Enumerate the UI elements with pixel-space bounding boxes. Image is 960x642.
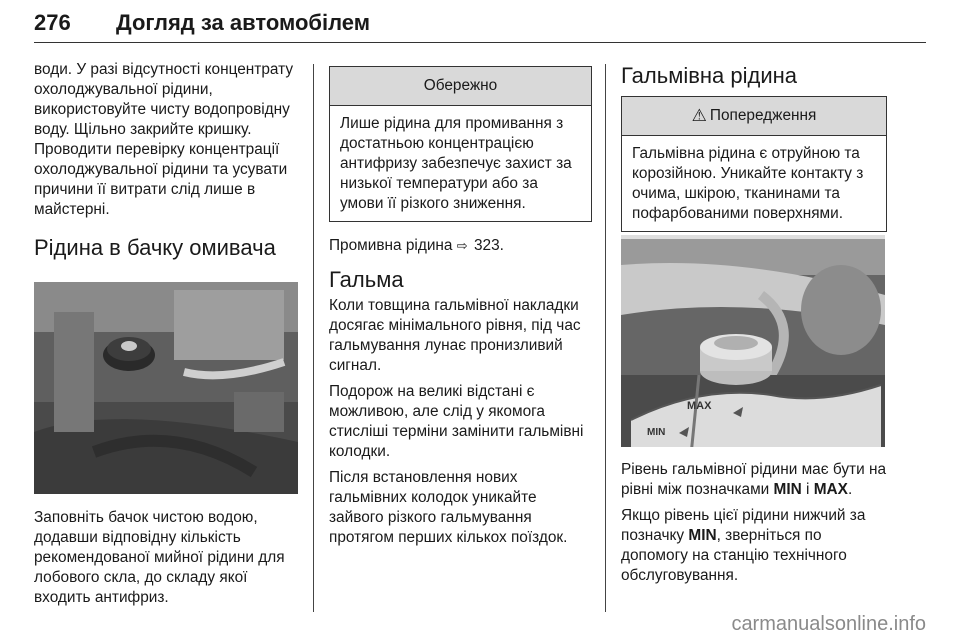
brake-level-paragraph (621, 460, 889, 500)
watermark: carmanualsonline.info (731, 613, 926, 635)
washer-heading: Рідина в бачку омивача (34, 235, 276, 260)
washer-fluid-ref-text: Промивна рідина (329, 237, 453, 254)
brake-fluid-text (621, 460, 889, 592)
column-divider-1 (313, 64, 314, 612)
warning-title: Попередження (709, 107, 817, 124)
washer-fluid-reference (329, 236, 592, 256)
column-left (34, 60, 302, 262)
washer-fluid-ref-page[interactable]: 323. (473, 237, 504, 254)
brakes-paragraph-2: Подорож на великі відстані є можливою, але слід у якомога стисліші терміни замінити гальмівні колодки. (329, 383, 584, 460)
column-right (621, 62, 887, 232)
brake-service-paragraph (621, 506, 889, 586)
and-word: і (806, 481, 810, 498)
max-label: MAX (813, 481, 848, 498)
min-label: MIN (773, 481, 802, 498)
column-middle (329, 66, 592, 554)
min-mark-label: MIN (647, 427, 666, 438)
brakes-paragraph-3: Після встановлення нових гальмівних колодок уникайте зайвого різкого гальмування протягом перших кількох поїздок. (329, 469, 568, 546)
washer-reservoir-photo (34, 282, 298, 494)
caution-title: Обережно (330, 67, 591, 106)
brake-service-text-1: Якщо рівень цієї рідини нижчий за позначку (621, 507, 866, 544)
sentence-end: . (847, 481, 853, 498)
max-mark-label: MAX (687, 400, 712, 412)
caution-text: Лише рідина для промивання з достатньою концентрацією антифризу забезпечує захист за низької температури або за умови її різкого зниження. (340, 115, 572, 212)
washer-caption: Заповніть бачок чистою водою, додавши відповідну кількість рекомендованої мийної рідини для лобового скла, до складу якої входить антифриз. (34, 509, 285, 606)
page-header (34, 6, 926, 46)
brakes-paragraph-1: Коли товщина гальмівної накладки досягає мінімального рівня, під час гальмування лунає пронизливий сигнал. (329, 297, 581, 374)
brake-level-text: Рівень гальмівної рідини має бути на рівні між позначками (621, 461, 887, 498)
min-label-2: MIN (688, 527, 717, 544)
brakes-heading: Гальма (329, 267, 404, 292)
header-divider (34, 42, 926, 43)
arrow-right-icon: ⇨ (456, 238, 468, 253)
washer-caption-block (34, 508, 306, 614)
brake-fluid-heading: Гальмівна рідина (621, 63, 798, 88)
warning-triangle-icon: ⚠ (691, 106, 707, 125)
column-divider-2 (605, 64, 606, 612)
page-number: 276 (34, 10, 71, 35)
warning-box (621, 96, 887, 232)
page-title: Догляд за автомобілем (116, 10, 371, 35)
brake-fluid-reservoir-photo (621, 235, 885, 447)
warning-text: Гальмівна рідина є отруйною та корозійною. Уникайте контакту з очима, шкірою, тканинами та пофарбованими поверхнями. (632, 145, 864, 222)
warning-title-bar (622, 97, 886, 136)
brake-service-text-2: , зверніться по допомогу на станцію технічного обслуговування. (621, 527, 847, 584)
caution-box (329, 66, 592, 222)
intro-paragraph: води. У разі відсутності концентрату охолоджувальної рідини, використовуйте чисту водопровідну воду. Щільно закрийте кришку. Проводити перевірку концентрації охолоджувальної рідини та усувати причини її витрати слід лише в майстерні. (34, 61, 294, 218)
